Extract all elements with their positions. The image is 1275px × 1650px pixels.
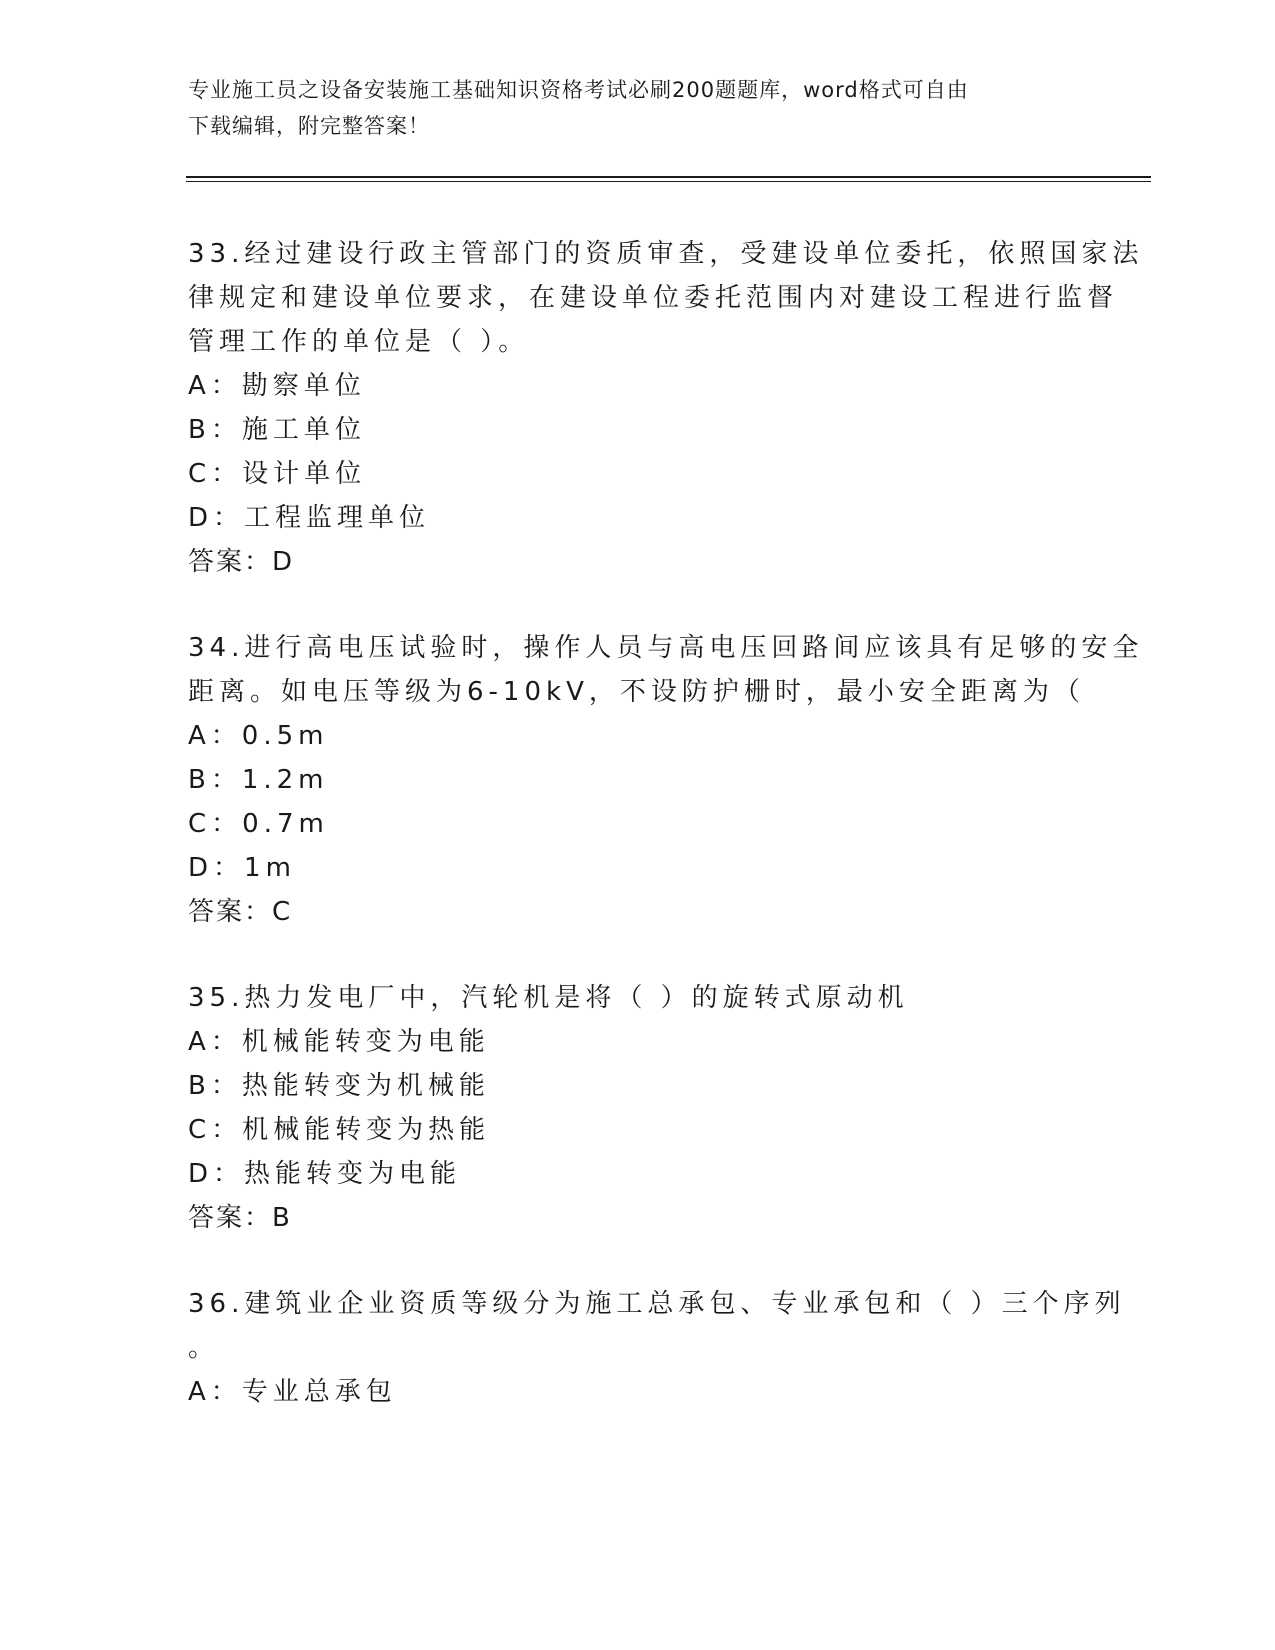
question-stem-line: 35.热力发电厂中，汽轮机是将（ ）的旋转式原动机 [188, 983, 909, 1013]
answer-line: 答案：B [188, 1203, 292, 1233]
option-b: B：1.2m [188, 765, 329, 795]
option-b: B：施工单位 [188, 415, 366, 445]
option-d: D：热能转变为电能 [188, 1159, 462, 1189]
document-header [188, 72, 1088, 144]
question-stem-line: 律规定和建设单位要求，在建设单位委托范围内对建设工程进行监督 [188, 283, 1119, 313]
header-title-line-1: 专业施工员之设备安装施工基础知识资格考试必刷200题题库，word格式可自由 [188, 78, 969, 102]
question-stem-line: 距离。如电压等级为6-10kV，不设防护栅时，最小安全距离为（ [188, 677, 1085, 707]
header-divider-thick [186, 176, 1151, 178]
option-a: A：勘察单位 [188, 371, 366, 401]
option-d: D：工程监理单位 [188, 503, 431, 533]
question-stem-line: 。 [188, 1333, 220, 1363]
option-c: C：0.7m [188, 809, 329, 839]
question-stem-line: 36.建筑业企业资质等级分为施工总承包、专业承包和（ ）三个序列 [188, 1289, 1126, 1319]
option-c: C：机械能转变为热能 [188, 1115, 491, 1145]
option-a: A：0.5m [188, 721, 329, 751]
option-b: B：热能转变为机械能 [188, 1071, 490, 1101]
question-stem-line: 管理工作的单位是（ ）。 [188, 327, 530, 357]
question-stem-line: 34.进行高电压试验时，操作人员与高电压回路间应该具有足够的安全 [188, 633, 1144, 663]
option-d: D：1m [188, 853, 296, 883]
option-c: C：设计单位 [188, 459, 367, 489]
header-divider-thin [186, 181, 1151, 182]
answer-line: 答案：D [188, 547, 295, 577]
question-stem-line: 33.经过建设行政主管部门的资质审查，受建设单位委托，依照国家法 [188, 239, 1144, 269]
answer-line: 答案：C [188, 897, 293, 927]
header-title-line-2: 下载编辑，附完整答案！ [188, 114, 430, 138]
option-a: A：机械能转变为电能 [188, 1027, 490, 1057]
option-a: A：专业总承包 [188, 1377, 397, 1407]
